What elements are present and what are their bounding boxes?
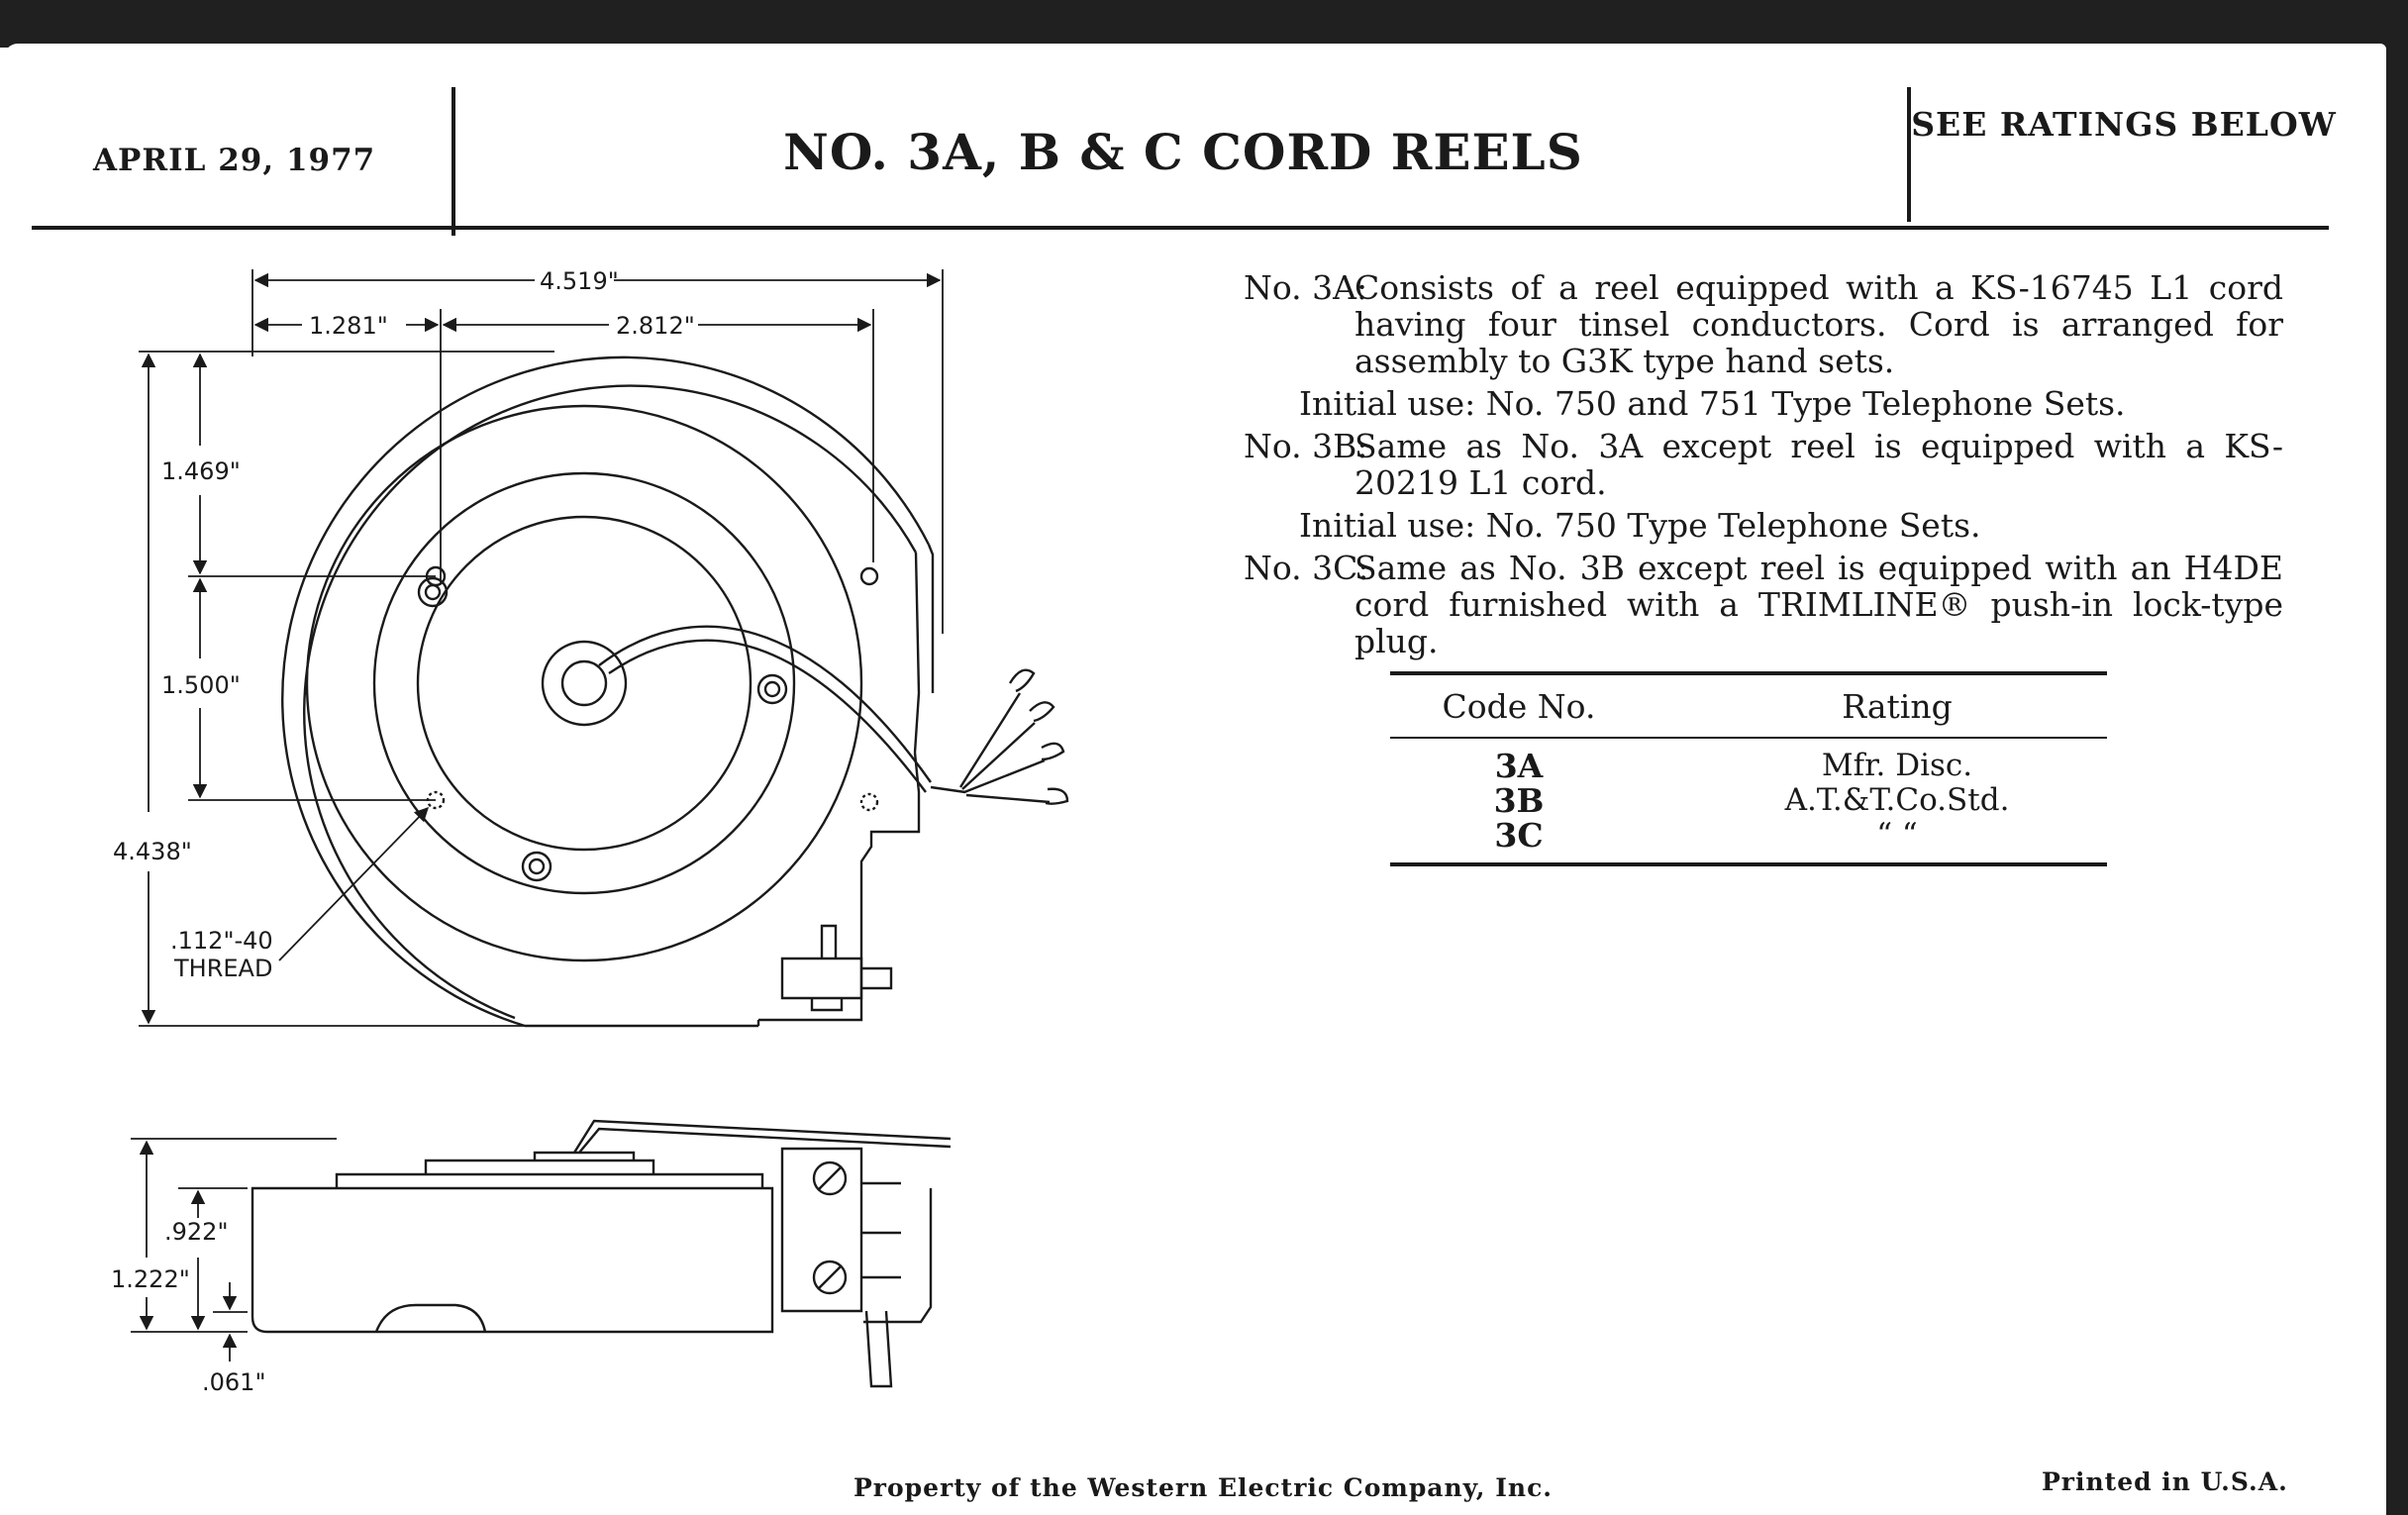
dim-overall-height: 4.438" [113, 838, 192, 865]
ratings-note: SEE RATINGS BELOW [1911, 105, 2337, 144]
printed-notice: Printed in U.S.A. [2042, 1467, 2288, 1496]
rating-cell: A.T.&T.Co.Std. [1784, 782, 2010, 818]
ownership-notice: Property of the Western Electric Company, Inc. [853, 1473, 1554, 1502]
reel-side-view [252, 1121, 951, 1386]
entry-code: No. 3A: [1244, 268, 1368, 307]
rating-cell: Mfr. Disc. [1821, 748, 1973, 783]
ratings-table [1390, 671, 2107, 866]
rating-cell: “ “ [1876, 817, 1918, 853]
reel-descriptions [1244, 269, 2283, 665]
cord-reel-drawing [0, 0, 1188, 1436]
entry-text: Consists of a reel equipped with a KS-16745 L1 cord having four tinsel conductors. Cord is arranged for assembly to G3K type hand sets. [1354, 268, 2283, 380]
dim-right-offset: 2.812" [616, 312, 695, 340]
entry-3a [1244, 269, 2283, 379]
document-title: NO. 3A, B & C CORD REELS [783, 123, 1583, 181]
scan-right-edge [2386, 0, 2408, 1515]
code-column [1390, 749, 1687, 853]
table-body [1390, 739, 2107, 862]
reel-top-view [282, 357, 1067, 1026]
table-header [1390, 675, 2107, 739]
code-cell: 3A [1494, 747, 1544, 785]
rating-column [1687, 749, 2107, 853]
thread-spec: .112"-40 [170, 927, 273, 955]
code-cell: 3B [1493, 781, 1545, 820]
entry-text: Same as No. 3B except reel is equipped with an H4DE cord furnished with a TRIMLINE® push-in lock-type plug. [1354, 549, 2283, 660]
entry-text: Same as No. 3A except reel is equipped with a KS-20219 L1 cord. [1354, 427, 2283, 502]
entry-code: No. 3B: [1244, 427, 1368, 465]
dim-side-upper: .922" [164, 1218, 229, 1246]
dim-left-offset: 1.281" [309, 312, 388, 340]
entry-3c [1244, 550, 2283, 659]
header-code: Code No. [1442, 686, 1596, 726]
side-view-dimensions [131, 1139, 337, 1362]
top-view-dimensions [139, 269, 943, 1026]
dim-side-overall: 1.222" [111, 1265, 190, 1293]
dim-side-base: .061" [202, 1368, 266, 1396]
thread-label: THREAD [174, 955, 273, 982]
dim-upper-height: 1.469" [161, 457, 241, 485]
entry-code: No. 3C: [1244, 549, 1369, 587]
initial-use-3b: Initial use: No. 750 Type Telephone Sets. [1299, 506, 1981, 545]
initial-use-3a: Initial use: No. 750 and 751 Type Telephone Sets. [1299, 384, 2126, 423]
dim-mid-height: 1.500" [161, 671, 241, 699]
code-cell: 3C [1494, 816, 1544, 855]
dim-overall-width: 4.519" [540, 267, 619, 295]
entry-3b [1244, 428, 2283, 501]
issue-date: APRIL 29, 1977 [93, 143, 376, 178]
header-rating: Rating [1842, 686, 1953, 726]
